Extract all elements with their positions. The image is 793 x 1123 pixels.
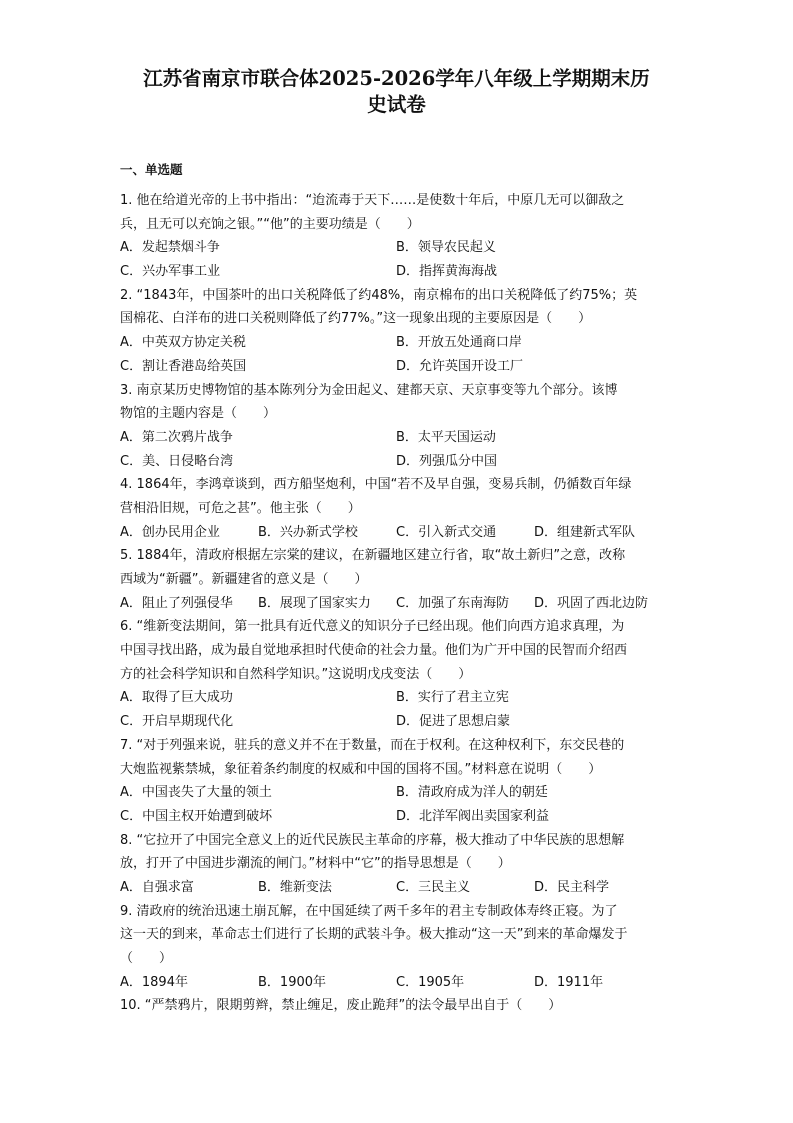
question-text-line: 5. 1884年，清政府根据左宗棠的建议，在新疆地区建立行省，取“故土新归”之意，改称 [120,548,626,564]
answer-option: A．发起禁烟斗争 [120,240,220,256]
option-row [120,236,672,260]
question-9 [120,900,672,995]
answer-option: B．领导农民起义 [396,240,496,256]
question-6 [120,615,672,733]
question-text-line: 方的社会科学知识和自然科学知识。”这说明戊戌变法（ ） [120,666,472,682]
option-row [120,426,672,450]
option-row [120,450,672,474]
question-text-line: 1. 他在给道光帝的上书中指出：“迨流毒于天下……是使数十年后，中原几无可以御敌之 [120,193,625,208]
answer-option: D．指挥黄海海战 [396,264,498,280]
question-text-line: 放，打开了中国进步潮流的闸门。”材料中“它”的指导思想是（ ） [120,856,511,872]
option-row [120,260,672,284]
option-row [120,971,672,995]
answer-option: D．北洋军阀出卖国家利益 [396,808,550,824]
answer-option: C．1905年 [396,974,465,990]
answer-option: C．加强了东南海防 [396,595,510,611]
answer-option: A．1894年 [120,974,188,990]
answer-option: B．维新变法 [258,879,332,895]
question-text-line: 西域为“新疆”。新疆建省的意义是（ ） [120,572,368,587]
option-row [120,710,672,734]
option-row [120,781,672,805]
question-2 [120,284,672,379]
answer-option: D．组建新式军队 [534,524,636,540]
answer-option: B．清政府成为洋人的朝廷 [396,785,548,801]
title-line-2: 史试卷 [367,93,426,116]
answer-option: A．阻止了列强侵华 [120,595,233,611]
question-text-line: 这一天的到来，革命志士们进行了长期的武装斗争。极大推动“这一天”到来的革命爆发于 [120,927,628,943]
answer-option: C．引入新式交通 [396,524,497,540]
answer-option: B．展现了国家实力 [258,595,371,611]
answer-option: D．列强瓜分中国 [396,453,498,469]
question-3 [120,379,672,474]
option-row [120,331,672,355]
answer-option: D．1911年 [534,974,604,990]
question-5 [120,544,672,615]
answer-option: A．中英双方协定关税 [120,335,246,351]
option-row [120,355,672,379]
answer-option: C．兴办军事工业 [120,264,221,280]
answer-option: B．实行了君主立宪 [396,690,509,706]
answer-option: C．开启早期现代化 [120,714,234,730]
answer-option: D．促进了思想启蒙 [396,714,511,730]
question-list [120,189,672,1018]
question-text-line: 国棉花、白洋布的进口关税则降低了约77%。”这一现象出现的主要原因是（ ） [120,311,592,327]
question-1 [120,189,672,284]
question-text-line: 中国寻找出路，成为最自觉地承担时代使命的社会力量。他们为广开中国的民智而介绍西 [120,643,628,659]
answer-option: A．自强求富 [120,879,194,895]
page-title [80,66,713,118]
question-text-line: 兵，且无可以充饷之银。”“他”的主要功绩是（ ） [120,216,420,232]
section-heading: 一、单选题 [120,162,183,177]
question-text-line: 大炮监视紫禁城，象征着条约制度的权威和中国的国将不国。”材料意在说明（ ） [120,761,602,777]
answer-option: C．割让香港岛给英国 [120,358,247,374]
question-text-line: 8. “它拉开了中国完全意义上的近代民族民主革命的序幕，极大推动了中华民族的思想解 [120,832,625,848]
question-text-line: 3. 南京某历史博物馆的基本陈列分为金田起义、建都天京、天京事变等九个部分。该博 [120,382,618,398]
answer-option: A．创办民用企业 [120,524,220,540]
answer-option: A．第二次鸦片战争 [120,429,233,445]
question-text-line: 2. “1843年，中国茶叶的出口关税降低了约48%，南京棉布的出口关税降低了约75%；英 [120,287,638,303]
question-text-line: 4. 1864年，李鸿章谈到，西方船坚炮利，中国“若不及早自强，变易兵制，仍循数百年绿 [120,477,632,493]
question-8 [120,829,672,900]
title-line-1: 江苏省南京市联合体2025-2026学年八年级上学期期末历 [143,67,650,90]
answer-option: B．开放五处通商口岸 [396,335,522,351]
option-row [120,805,672,829]
question-4 [120,473,672,544]
option-row [120,686,672,710]
question-text-line: 营相沿旧规，可危之甚”。他主张（ ） [120,500,361,516]
question-10 [120,994,672,1018]
option-row [120,592,672,616]
answer-option: A．取得了巨大成功 [120,690,233,706]
answer-option: C．美、日侵略台湾 [120,453,234,469]
question-text-line: 7. “对于列强来说，驻兵的意义并不在于数量，而在于权利。在这种权利下，东交民巷的 [120,737,625,753]
answer-option: C．三民主义 [396,879,471,895]
answer-option: D．民主科学 [534,879,610,895]
answer-option: D．允许英国开设工厂 [396,358,524,374]
option-row [120,521,672,545]
question-text-line: 10. “严禁鸦片，限期剪辫，禁止缠足，废止跪拜”的法令最早出自于（ ） [120,998,562,1014]
question-text-line: 9. 清政府的统治迅速土崩瓦解，在中国延续了两千多年的君主专制政体寿终正寝。为了 [120,903,618,919]
question-text-line: （ ） [120,951,173,966]
question-7 [120,734,672,829]
question-text-line: 物馆的主题内容是（ ） [120,406,277,422]
question-text-line: 6. “维新变法期间，第一批具有近代意义的知识分子已经出现。他们向西方追求真理，为 [120,619,625,635]
answer-option: C．中国主权开始遭到破坏 [120,808,273,824]
option-row [120,876,672,900]
answer-option: D．巩固了西北边防 [534,595,649,611]
answer-option: B．太平天国运动 [396,429,496,445]
answer-option: B．1900年 [258,974,327,990]
answer-option: A．中国丧失了大量的领土 [120,785,272,801]
answer-option: B．兴办新式学校 [258,524,358,540]
